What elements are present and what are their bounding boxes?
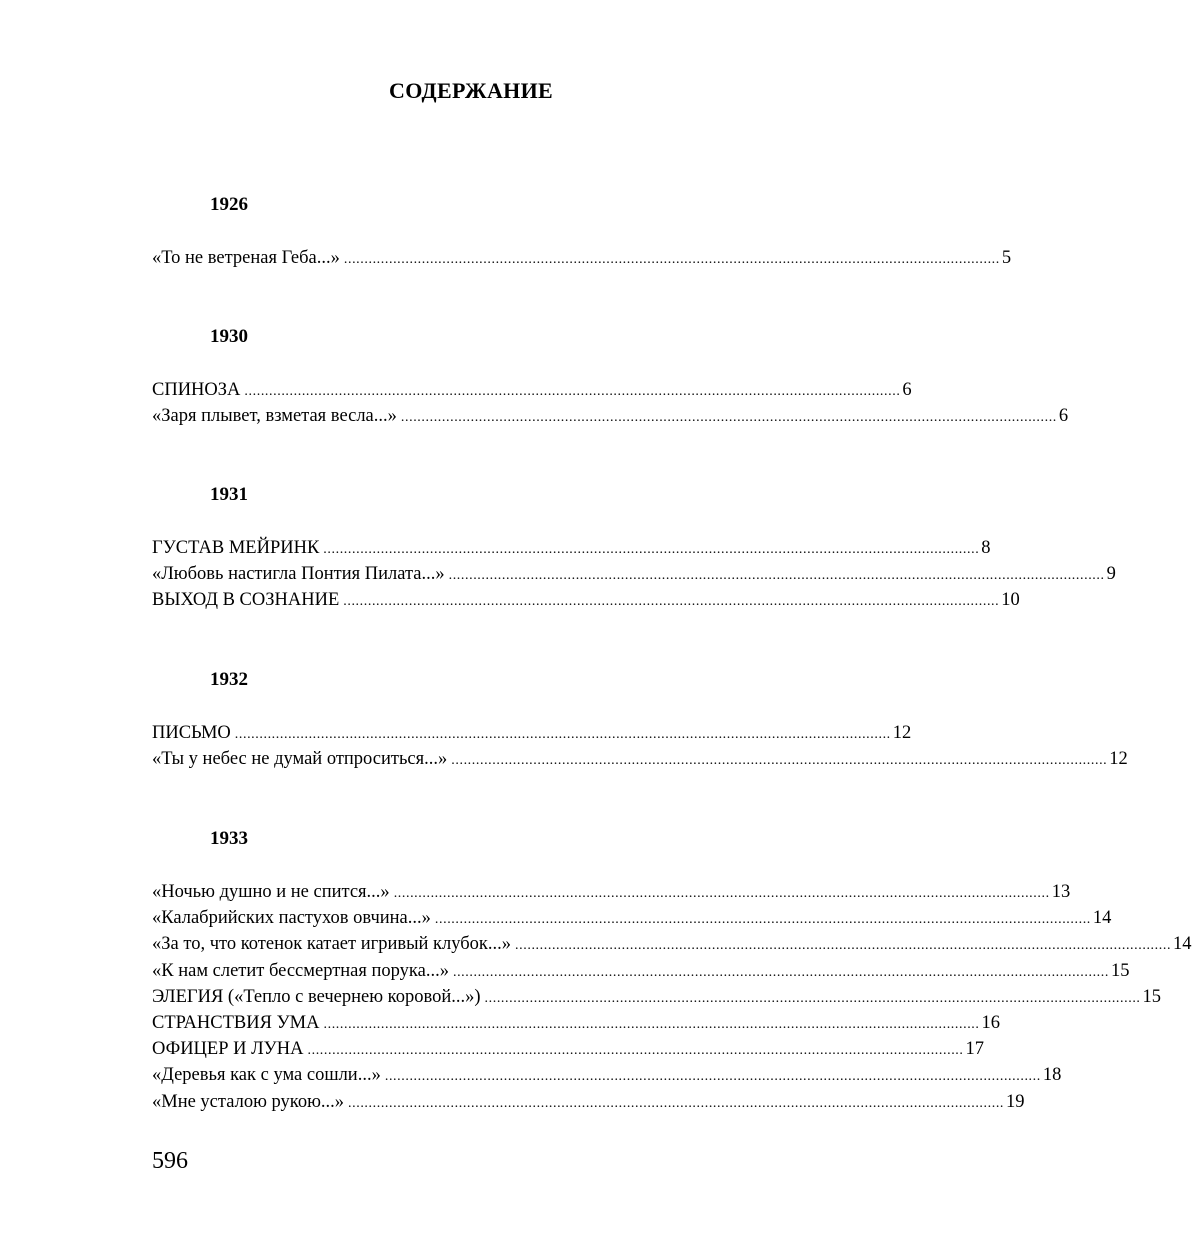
section-year: 1930 xyxy=(210,326,248,347)
entry-title: «Любовь настигла Понтия Пилата...» xyxy=(152,564,445,585)
section-year: 1933 xyxy=(210,828,248,849)
section-year: 1926 xyxy=(210,194,248,215)
entry-page-number: 17 xyxy=(965,1039,984,1060)
toc-entry xyxy=(152,377,912,403)
entry-title: «К нам слетит бессмертная порука...» xyxy=(152,960,449,981)
toc-entry xyxy=(152,720,912,746)
toc-entry xyxy=(152,1089,1025,1115)
leader-dots: ................................................................................................................................................................ xyxy=(515,938,1172,954)
toc-section-1931 xyxy=(152,483,1116,614)
toc-entry xyxy=(152,931,1192,957)
leader-dots: ................................................................................................................................................................ xyxy=(323,1016,980,1032)
toc-entries xyxy=(152,879,1192,1115)
toc-entry xyxy=(152,561,1116,587)
leader-dots: ................................................................................................................................................................ xyxy=(348,1095,1005,1111)
entry-title: ПИСЬМО xyxy=(152,723,231,743)
entry-title: СТРАНСТВИЯ УМА xyxy=(152,1012,320,1033)
toc-entries xyxy=(152,720,1128,772)
entry-page-number: 18 xyxy=(1042,1065,1062,1086)
entry-page-number: 9 xyxy=(1106,564,1116,585)
leader-dots: ................................................................................................................................................................ xyxy=(307,1043,964,1059)
toc-entries xyxy=(152,535,1116,614)
entry-title: «Заря плывет, взметая весла...» xyxy=(152,406,397,427)
entry-title: ВЫХОД В СОЗНАНИЕ xyxy=(152,590,340,611)
toc-entries xyxy=(152,245,1012,271)
entry-page-number: 5 xyxy=(1001,248,1012,268)
leader-dots: ................................................................................................................................................................ xyxy=(244,384,901,399)
entry-page-number: 8 xyxy=(981,538,991,558)
toc-entry xyxy=(152,535,991,561)
leader-dots: ................................................................................................................................................................ xyxy=(484,990,1141,1006)
entry-page-number: 12 xyxy=(1109,749,1128,770)
entry-page-number: 15 xyxy=(1110,960,1130,981)
entry-page-number: 6 xyxy=(1058,406,1069,427)
entry-page-number: 16 xyxy=(981,1012,1000,1033)
toc-entry xyxy=(152,905,1112,931)
leader-dots: ................................................................................................................................................................ xyxy=(400,410,1057,426)
entry-page-number: 10 xyxy=(1001,590,1020,611)
toc-section-1933 xyxy=(152,827,1192,1115)
entry-title: «Мне усталою рукою...» xyxy=(152,1091,345,1112)
toc-section-1926 xyxy=(152,193,1012,271)
toc-entry xyxy=(152,1062,1062,1088)
toc-entry xyxy=(152,587,1020,613)
leader-dots: ................................................................................................................................................................ xyxy=(343,252,1000,267)
entry-page-number: 15 xyxy=(1142,986,1162,1007)
leader-dots: ................................................................................................................................................................ xyxy=(393,886,1050,901)
section-year: 1931 xyxy=(210,484,248,505)
entry-page-number: 6 xyxy=(902,380,912,400)
toc-entry xyxy=(152,958,1130,984)
leader-dots: ................................................................................................................................................................ xyxy=(323,542,980,557)
toc-entries xyxy=(152,377,1069,429)
toc-entry xyxy=(152,879,1071,905)
toc-entry xyxy=(152,984,1162,1010)
entry-title: СПИНОЗА xyxy=(152,380,241,400)
leader-dots: ................................................................................................................................................................ xyxy=(451,753,1108,769)
entry-page-number: 12 xyxy=(892,723,912,743)
entry-title: ОФИЦЕР И ЛУНА xyxy=(152,1039,304,1060)
toc-section-1930 xyxy=(152,325,1069,429)
toc-entry xyxy=(152,1010,1000,1036)
toc-entry xyxy=(152,403,1069,429)
toc-entry xyxy=(152,245,1012,271)
page-number: 596 xyxy=(152,1148,188,1174)
toc-entry xyxy=(152,1036,984,1062)
entry-page-number: 13 xyxy=(1051,882,1071,902)
entry-title: «Деревья как с ума сошли...» xyxy=(152,1065,381,1086)
entry-title: «Ты у небес не думай отпроситься...» xyxy=(152,749,448,770)
entry-title: «Калабрийских пастухов овчина...» xyxy=(152,908,431,929)
leader-dots: ................................................................................................................................................................ xyxy=(234,727,891,742)
leader-dots: ................................................................................................................................................................ xyxy=(452,964,1109,980)
entry-title: ЭЛЕГИЯ («Тепло с вечернею коровой...») xyxy=(152,986,481,1007)
leader-dots: ................................................................................................................................................................ xyxy=(448,568,1105,584)
leader-dots: ................................................................................................................................................................ xyxy=(434,912,1091,928)
leader-dots: ................................................................................................................................................................ xyxy=(384,1069,1041,1085)
leader-dots: ................................................................................................................................................................ xyxy=(343,594,1000,610)
entry-page-number: 19 xyxy=(1006,1091,1025,1112)
entry-title: «Ночью душно и не спится...» xyxy=(152,882,390,902)
section-year: 1932 xyxy=(210,669,248,690)
entry-page-number: 14 xyxy=(1092,908,1112,929)
entry-page-number: 14 xyxy=(1173,934,1192,955)
entry-title: ГУСТАВ МЕЙРИНК xyxy=(152,538,320,558)
page-title: СОДЕРЖАНИЕ xyxy=(389,78,553,103)
entry-title: «За то, что котенок катает игривый клубок...» xyxy=(152,934,512,955)
entry-title: «То не ветреная Геба...» xyxy=(152,248,340,268)
toc-section-1932 xyxy=(152,668,1128,772)
toc-entry xyxy=(152,746,1128,772)
